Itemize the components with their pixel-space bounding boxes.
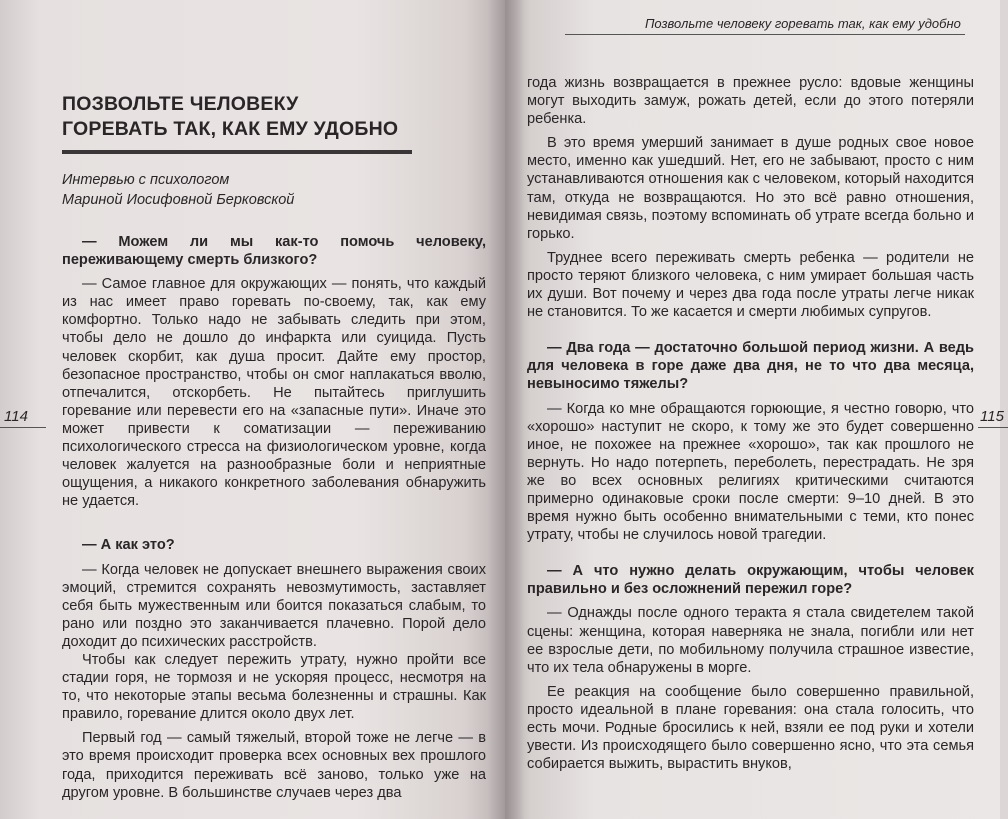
- answer-paragraph: — Однажды после одного теракта я стала свидетелем такой сцены: женщина, которая наверняка не знала, погибли или нет ее взрослые дети, по мобильному получила страшное известие, что их тела обнаружены в морге.: [527, 605, 974, 676]
- left-body-text: [62, 233, 486, 802]
- page-number-left: 114: [4, 408, 28, 425]
- body-paragraph: Труднее всего переживать смерть ребенка — родители не просто теряют близкого человека, с ним умирает большая часть их души. Вот почему и через два года после утраты легче никак не становится. То же касается и смерти любимых супругов.: [527, 249, 974, 321]
- title-line-2: ГОРЕВАТЬ ТАК, КАК ЕМУ УДОБНО: [62, 118, 399, 140]
- interview-intro: [62, 170, 442, 210]
- intro-line-1: Интервью с психологом: [62, 172, 230, 188]
- body-paragraph: Ее реакция на сообщение было совершенно правильной, просто идеальной в плане горевания: она стала голосить, что есть мочи. Родные бросились к ней, взяли ее под руки и хотели увести. Из происходящего было совершенно ясно, что эта семья собирается выжить, вырастить внуков,: [527, 683, 974, 773]
- intro-line-2: Мариной Иосифовной Берковской: [62, 192, 295, 208]
- answer-paragraph: — Самое главное для окружающих — понять, что каждый из нас имеет право горевать по-своему, так, как ему комфортно. Только надо не забывать следить при этом, чтобы дело не дошло до инфаркта или суицида. Пусть человек скорбит, как душа просит. Дайте ему простор, безопасное пространство, чтобы он смог наплакаться вволю, отпечалится, отскорбеть. Не пытайтесь приглушить горевание или перевести его на «запасные пути». Иначе это может привести к соматизации — переживанию психологического стресса на физиологическом уровне, когда человек жалуется на разнообразные боли и неприятные ощущения, а никакого конкретного заболевания обнаружить не удается.: [62, 276, 486, 510]
- answer-paragraph: — Когда человек не допускает внешнего выражения своих эмоций, стремится сохранять невозмутимость, заставляет себя быть мужественным или боится показаться слабым, то рано или поздно это заканчивается плачевно. Порой дело доходит до психических расстройств.: [62, 561, 486, 650]
- running-head-rule: [565, 34, 965, 35]
- question-1: — Можем ли мы как-то помочь человеку, переживающему смерть близкого?: [62, 234, 486, 269]
- right-page: [505, 0, 1004, 819]
- answer-paragraph: — Когда ко мне обращаются горюющие, я честно говорю, что «хорошо» наступит не скоро, к тому же это будет совершенно иное, не похожее на прежнее «хорошо», так как прошлого не вернуть. Но надо потерпеть, переболеть, перестрадать. Не зря же во всех основных религиях критическими считаются примерно одинаковые сроки после смерти: 9–10 дней. В это время нужно быть особенно внимательными с теми, кто понес утрату, чтобы не случилось новой трагедии.: [527, 400, 974, 544]
- running-head: Позвольте человеку горевать так, как ему удобно: [645, 16, 961, 31]
- question-3: — Два года — достаточно большой период жизни. А ведь для человека в горе даже два дня, не то что два месяца, невыносимо тяжелы?: [527, 340, 974, 393]
- question-2: — А как это?: [82, 537, 175, 554]
- body-paragraph: В это время умерший занимает в душе родных свое новое место, именно как ушедший. Нет, его не забывают, просто с ним устанавливаются отношения как с человеком, который находится там, откуда не возвращаются. Но это всё равно отношения, невидимая связь, поэтому вспоминать об утрате всегда больно и горько.: [527, 135, 974, 242]
- page-number-right: 115: [980, 408, 1004, 425]
- question-4: — А что нужно делать окружающим, чтобы человек правильно и без осложнений пережил горе?: [527, 563, 974, 598]
- chapter-title: [62, 92, 432, 142]
- title-underline: [62, 150, 412, 154]
- body-paragraph: Чтобы как следует пережить утрату, нужно пройти все стадии горя, не тормозя и не ускоряя процесс, несмотря на то, что некоторые этапы весьма болезненны и страшны. Как правило, горевание длится около двух лет.: [62, 651, 486, 723]
- title-line-1: ПОЗВОЛЬТЕ ЧЕЛОВЕКУ: [62, 93, 299, 115]
- body-paragraph: года жизнь возвращается в прежнее русло: вдовые женщины могут выходить замуж, рожать детей, если до этого потеряли ребенка.: [527, 75, 974, 128]
- right-body-text: [527, 74, 974, 773]
- book-gutter-shadow: [488, 0, 524, 819]
- body-paragraph: Первый год — самый тяжелый, второй тоже не легче — в это время происходит проверка всех основных вех прошлого года, приходится переживать всё заново, только уже на другом уровне. В большинстве случаев через два: [62, 730, 486, 801]
